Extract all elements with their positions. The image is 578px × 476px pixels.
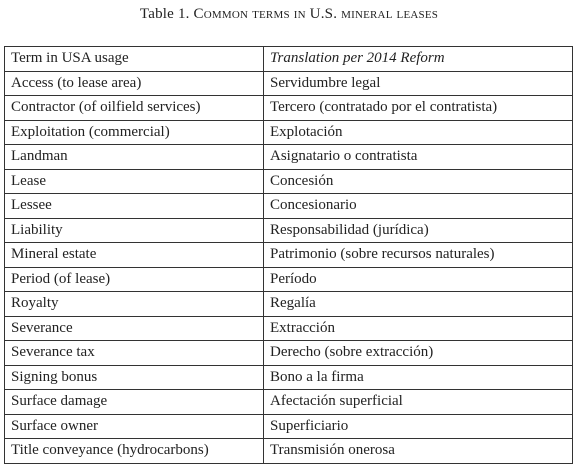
translation-cell: Servidumbre legal (264, 71, 573, 96)
table-row (5, 414, 573, 439)
table-row (5, 243, 573, 268)
table-number: Table 1. (139, 6, 190, 22)
translation-cell: Bono a la firma (264, 365, 573, 390)
translation-cell: Afectación superficial (264, 390, 573, 415)
term-cell: Mineral estate (5, 243, 264, 268)
term-cell: Surface owner (5, 414, 264, 439)
translation-cell: Concesión (264, 169, 573, 194)
table-row (5, 316, 573, 341)
translation-cell: Concesionario (264, 194, 573, 219)
table-row (5, 390, 573, 415)
term-cell: Title conveyance (hydrocarbons) (5, 439, 264, 464)
terms-table (4, 46, 573, 464)
term-cell: Contractor (of oilfield services) (5, 96, 264, 121)
term-cell: Access (to lease area) (5, 71, 264, 96)
table-row (5, 169, 573, 194)
translation-cell: Responsabilidad (jurídica) (264, 218, 573, 243)
table-row (5, 341, 573, 366)
header-translation: Translation per 2014 Reform (264, 47, 573, 72)
translation-cell: Tercero (contratado por el contratista) (264, 96, 573, 121)
table-header-row (5, 47, 573, 72)
term-cell: Surface damage (5, 390, 264, 415)
table-row (5, 218, 573, 243)
table-row (5, 194, 573, 219)
table-row (5, 292, 573, 317)
term-cell: Signing bonus (5, 365, 264, 390)
term-cell: Landman (5, 145, 264, 170)
table-row (5, 120, 573, 145)
translation-cell: Extracción (264, 316, 573, 341)
term-cell: Lessee (5, 194, 264, 219)
term-cell: Severance (5, 316, 264, 341)
term-cell: Lease (5, 169, 264, 194)
table-row (5, 365, 573, 390)
table-row (5, 145, 573, 170)
term-cell: Exploitation (commercial) (5, 120, 264, 145)
translation-cell: Regalía (264, 292, 573, 317)
translation-cell: Período (264, 267, 573, 292)
translation-cell: Transmisión onerosa (264, 439, 573, 464)
table-row (5, 96, 573, 121)
table-row (5, 439, 573, 464)
table-row (5, 267, 573, 292)
table-caption (0, 6, 578, 23)
translation-cell: Superficiario (264, 414, 573, 439)
translation-cell: Patrimonio (sobre recursos naturales) (264, 243, 573, 268)
translation-cell: Derecho (sobre extracción) (264, 341, 573, 366)
translation-cell: Explotación (264, 120, 573, 145)
table-title: Common terms in U.S. mineral leases (193, 6, 439, 22)
term-cell: Severance tax (5, 341, 264, 366)
term-cell: Royalty (5, 292, 264, 317)
term-cell: Period (of lease) (5, 267, 264, 292)
table-row (5, 71, 573, 96)
term-cell: Liability (5, 218, 264, 243)
translation-cell: Asignatario o contratista (264, 145, 573, 170)
header-term-usa: Term in USA usage (5, 47, 264, 72)
